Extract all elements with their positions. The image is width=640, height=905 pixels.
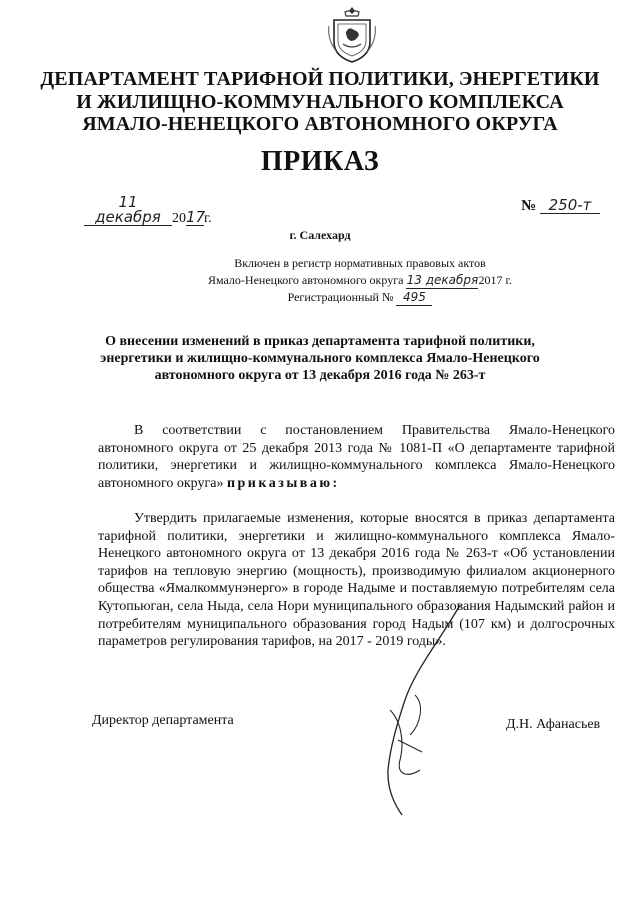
- registration-line-3: [160, 289, 560, 306]
- registration-handwritten-date: 13 декабря: [406, 273, 479, 287]
- order-subject: [100, 333, 540, 384]
- document-title: ПРИКАЗ: [260, 146, 380, 177]
- city: г. Салехард: [289, 228, 351, 242]
- registration-line-2-suffix: 2017 г.: [478, 273, 513, 287]
- signatory-name: Д.Н. Афанасьев: [506, 717, 601, 732]
- date-handwritten-year: 17: [186, 208, 206, 226]
- subject-line-2: энергетики и жилищно-коммунального комплекса Ямало-Ненецкого: [100, 351, 540, 366]
- header-line-1: ДЕПАРТАМЕНТ ТАРИФНОЙ ПОЛИТИКИ, ЭНЕРГЕТИКИ: [40, 68, 600, 90]
- handwritten-signature: [360, 600, 470, 820]
- signatory-position: Директор департамента: [92, 713, 234, 728]
- subject-line-1: О внесении изменений в приказ департамента тарифной политики,: [105, 334, 535, 349]
- coat-of-arms-icon: [325, 4, 379, 66]
- number-handwritten-value: 250-т: [540, 198, 600, 214]
- registration-line-2: [160, 272, 560, 289]
- registration-number-label: Регистрационный №: [287, 290, 394, 304]
- order-date: [84, 195, 212, 227]
- body-paragraph-2: Утвердить прилагаемые изменения, которые вносятся в приказ департамента тарифной политики, энергетики и жилищно-коммунального комплекса Ямало-Ненецкого автономного округа от 13 декабря 2016 года № 263-т «Об установлении тарифов на тепловую энергию (мощность), производимую филиалом акционерного общества «Ямалкоммунэнерго» в городе Надыме и поставляемую потребителям села Кутопьюган, села Ныда, села Нори муниципального образования Надымский район и потребителям муниципального образования город Надым (107 км) и долгосрочных параметров регулирования тарифов, на 2017 - 2019 годы».: [98, 511, 615, 650]
- date-suffix: г.: [204, 211, 212, 226]
- order-number: [521, 198, 600, 215]
- order-word: приказываю:: [226, 475, 340, 491]
- header-line-3: ЯМАЛО-НЕНЕЦКОГО АВТОНОМНОГО ОКРУГА: [82, 113, 558, 135]
- registration-handwritten-number: 495: [396, 290, 432, 306]
- date-year-prefix: 20: [172, 211, 186, 226]
- registration-line-1: Включен в регистр нормативных правовых актов: [234, 256, 486, 270]
- date-handwritten-day-month: 11 декабря: [84, 195, 172, 226]
- subject-line-3: автономного округа от 13 декабря 2016 года № 263-т: [154, 368, 486, 383]
- body-paragraph-1: [98, 422, 615, 492]
- paragraph-1-text: В соответствии с постановлением Правительства Ямало-Ненецкого автономного округа от 25 декабря 2013 года № 1081-П «О департаменте тарифной политики, энергетики и жилищно-коммунального комплекса Ямало-Ненецкого автономного округа»: [98, 423, 615, 491]
- number-label: №: [521, 198, 537, 214]
- registration-line-2-prefix: Ямало-Ненецкого автономного округа: [207, 273, 404, 287]
- department-header: [30, 68, 610, 136]
- registration-block: [160, 255, 560, 306]
- header-line-2: И ЖИЛИЩНО-КОММУНАЛЬНОГО КОМПЛЕКСА: [76, 90, 564, 113]
